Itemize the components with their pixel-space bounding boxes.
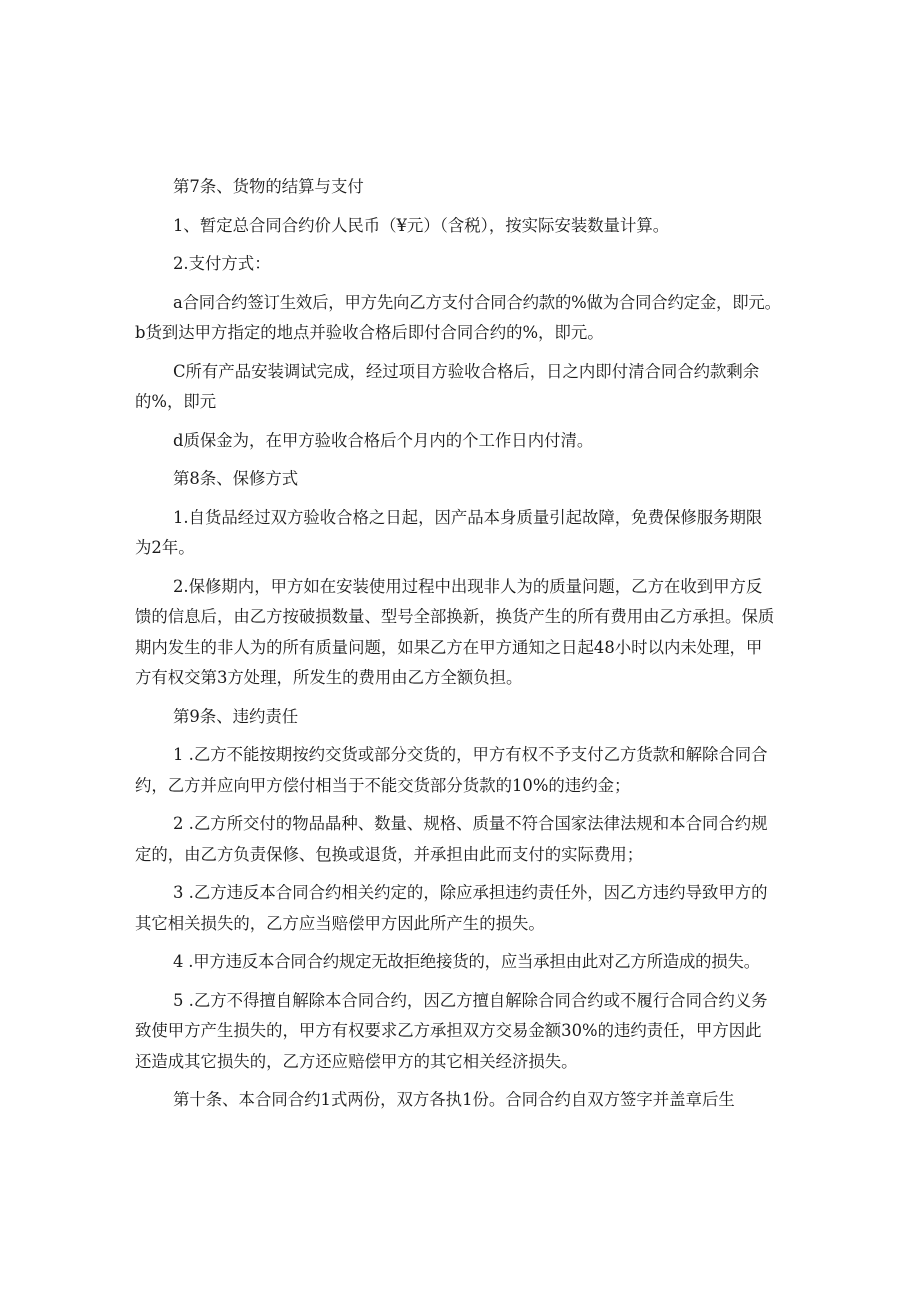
- article-9-clause-1: [135, 740, 799, 801]
- article-7-item-a: [135, 288, 799, 319]
- text-line: 4 .甲方违反本合同合约规定无故拒绝接货的，应当承担由此对乙方所造成的损失。: [173, 952, 760, 971]
- text-line: 其它相关损失的，乙方应当赔偿甲方因此所产生的损失。: [135, 913, 545, 933]
- text-line: a合同合约签订生效后，甲方先向乙方支付合同合约款的%做为合同合约定金，即元。: [173, 292, 781, 312]
- article-9-heading: [135, 702, 799, 733]
- article-9-clause-3: [135, 878, 799, 939]
- article-7-clause-2: [135, 249, 799, 280]
- text-line: 的%，即元: [135, 392, 217, 411]
- text-line: 定的，由乙方负责保修、包换或退货，并承担由此而支付的实际费用；: [135, 844, 644, 864]
- text-line: 还造成其它损失的，乙方还应赔偿甲方的其它相关经济损失。: [135, 1051, 578, 1071]
- text-line: 约，乙方并应向甲方偿付相当于不能交货部分货款的10%的违约金；: [135, 775, 631, 795]
- text-line: 第7条、货物的结算与支付: [173, 177, 364, 196]
- text-line: 第9条、违约责任: [173, 706, 299, 726]
- text-line: 2 .乙方所交付的物品晶种、数量、规格、质量不符合国家法律法规和本合同合约规: [173, 814, 768, 833]
- text-line: 第十条、本合同合约1式两份，双方各执1份。合同合约自双方签字并盖章后生: [173, 1090, 735, 1109]
- text-line: 致使甲方产生损失的，甲方有权要求乙方承担双方交易金额30%的违约责任，甲方因此: [135, 1021, 762, 1040]
- text-line: 馈的信息后，由乙方按破损数量、型号全部换新，换货产生的所有费用由乙方承担。保质: [135, 607, 775, 626]
- text-line: 2.支付方式：: [173, 254, 271, 273]
- article-7-item-d: [135, 426, 799, 457]
- text-line: 2.保修期内，甲方如在安装使用过程中出现非人为的质量问题，乙方在收到甲方反: [173, 576, 763, 596]
- text-line: 为2年。: [135, 538, 195, 557]
- article-8-clause-2: [135, 572, 799, 694]
- text-line: 第8条、保修方式: [173, 469, 299, 488]
- text-line: 1、暂定总合同合约价人民币（¥元）（含税），按实际安装数量计算。: [173, 215, 670, 235]
- text-line: d质保金为，在甲方验收合格后个月内的个工作日内付清。: [173, 430, 594, 450]
- article-8-heading: [135, 464, 799, 495]
- text-line: b货到达甲方指定的地点并验收合格后即付合同合约的%，即元。: [135, 323, 604, 342]
- article-7-clause-1: [135, 211, 799, 242]
- contract-page: [135, 172, 799, 1116]
- text-line: 期内发生的非人为的所有质量问题，如果乙方在甲方通知之日起48小时以内未处理，甲: [135, 637, 763, 657]
- text-line: 3 .乙方违反本合同合约相关约定的，除应承担违约责任外，因乙方违约导致甲方的: [173, 883, 768, 902]
- article-10: [135, 1085, 799, 1116]
- text-line: 1.自货品经过双方验收合格之日起，因产品本身质量引起故障，免费保修服务期限: [173, 507, 763, 527]
- article-9-clause-2: [135, 809, 799, 870]
- article-9-clause-4: [135, 947, 799, 978]
- article-7-item-b: [135, 318, 799, 349]
- text-line: 方有权交第3方处理，所发生的费用由乙方全额负担。: [135, 668, 523, 687]
- text-line: C所有产品安装调试完成，经过项目方验收合格后，日之内即付清合同合约款剩余: [173, 361, 760, 381]
- text-line: 5 .乙方不得擅自解除本合同合约，因乙方擅自解除合同合约或不履行合同合约义务: [173, 990, 768, 1010]
- text-line: 1 .乙方不能按期按约交货或部分交货的，甲方有权不予支付乙方货款和解除合同合: [173, 745, 768, 764]
- article-9-clause-5: [135, 986, 799, 1078]
- article-7-item-c: [135, 357, 799, 418]
- article-7-heading: [135, 172, 799, 203]
- article-8-clause-1: [135, 503, 799, 564]
